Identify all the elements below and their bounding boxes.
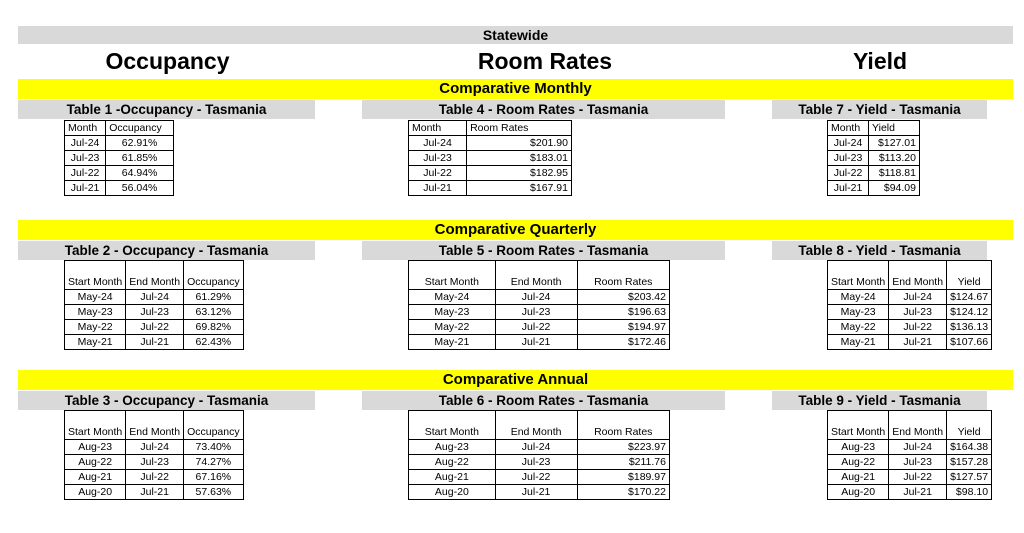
end-month-cell: Jul-23: [889, 455, 947, 470]
start-month-cell: Aug-22: [828, 455, 889, 470]
end-month-cell: Jul-21: [126, 485, 184, 500]
start-month-cell: Aug-22: [65, 455, 126, 470]
table-8-title: Table 8 - Yield - Tasmania: [772, 241, 987, 260]
value-cell: $170.22: [577, 485, 670, 500]
table-row: [409, 151, 572, 166]
table-7-title: Table 7 - Yield - Tasmania: [772, 100, 987, 119]
table-row: [828, 440, 992, 455]
table-row: [65, 440, 244, 455]
value-cell: $124.67: [947, 290, 992, 305]
table-header: Yield: [869, 121, 920, 136]
value-cell: $172.46: [577, 335, 670, 350]
end-month-cell: Jul-23: [126, 455, 184, 470]
value-cell: $201.90: [467, 136, 572, 151]
end-month-cell: Jul-23: [126, 305, 184, 320]
start-month-cell: Aug-20: [828, 485, 889, 500]
start-month-cell: Aug-23: [65, 440, 126, 455]
start-month-cell: May-24: [65, 290, 126, 305]
start-month-cell: May-21: [828, 335, 889, 350]
table-6-title: Table 6 - Room Rates - Tasmania: [362, 391, 725, 410]
table-header: End Month: [889, 411, 947, 440]
end-month-cell: Jul-23: [495, 455, 577, 470]
value-cell: $98.10: [947, 485, 992, 500]
end-month-cell: Jul-21: [126, 335, 184, 350]
end-month-cell: Jul-23: [495, 305, 577, 320]
table-row: [65, 320, 244, 335]
value-cell: $127.57: [947, 470, 992, 485]
end-month-cell: Jul-21: [889, 335, 947, 350]
table-row: [65, 290, 244, 305]
table-header: Start Month: [65, 261, 126, 290]
end-month-cell: Jul-22: [126, 470, 184, 485]
table-4: [408, 120, 572, 196]
end-month-cell: Jul-21: [889, 485, 947, 500]
month-cell: Jul-21: [828, 181, 869, 196]
end-month-cell: Jul-24: [495, 290, 577, 305]
table-header: Month: [828, 121, 869, 136]
end-month-cell: Jul-22: [126, 320, 184, 335]
table-row: [409, 440, 670, 455]
start-month-cell: May-22: [65, 320, 126, 335]
table-row: [409, 335, 670, 350]
value-cell: $107.66: [947, 335, 992, 350]
start-month-cell: May-23: [409, 305, 496, 320]
table-5: [408, 260, 670, 350]
value-cell: $182.95: [467, 166, 572, 181]
table-row: [828, 470, 992, 485]
table-header: Start Month: [828, 411, 889, 440]
table-row: [409, 320, 670, 335]
table-row: [409, 485, 670, 500]
table-row: [828, 290, 992, 305]
value-cell: $124.12: [947, 305, 992, 320]
table-row: [828, 151, 920, 166]
table-header: Occupancy: [184, 261, 244, 290]
table-header: Room Rates: [577, 411, 670, 440]
table-header: End Month: [495, 411, 577, 440]
table-row: [828, 136, 920, 151]
start-month-cell: Aug-20: [65, 485, 126, 500]
start-month-cell: May-22: [828, 320, 889, 335]
table-row: [828, 305, 992, 320]
start-month-cell: May-21: [409, 335, 496, 350]
start-month-cell: Aug-23: [409, 440, 496, 455]
table-header: Month: [409, 121, 467, 136]
value-cell: $189.97: [577, 470, 670, 485]
table-row: [65, 151, 174, 166]
start-month-cell: Aug-21: [65, 470, 126, 485]
table-row: [409, 136, 572, 151]
yield-heading: Yield: [852, 48, 908, 74]
start-month-cell: Aug-22: [409, 455, 496, 470]
end-month-cell: Jul-24: [126, 290, 184, 305]
table-5-title: Table 5 - Room Rates - Tasmania: [362, 241, 725, 260]
value-cell: 69.82%: [184, 320, 244, 335]
value-cell: $194.97: [577, 320, 670, 335]
table-header: End Month: [126, 261, 184, 290]
table-header: Month: [65, 121, 106, 136]
value-cell: 73.40%: [184, 440, 244, 455]
table-row: [409, 181, 572, 196]
table-header: Occupancy: [106, 121, 174, 136]
value-cell: 74.27%: [184, 455, 244, 470]
table-row: [828, 485, 992, 500]
table-6: [408, 410, 670, 500]
table-9: [827, 410, 992, 500]
month-cell: Jul-22: [828, 166, 869, 181]
section-annual: Comparative Annual: [18, 370, 1013, 390]
value-cell: $157.28: [947, 455, 992, 470]
end-month-cell: Jul-23: [889, 305, 947, 320]
table-row: [409, 290, 670, 305]
value-cell: $164.38: [947, 440, 992, 455]
table-3: [64, 410, 244, 500]
month-cell: Jul-23: [409, 151, 467, 166]
table-1-title: Table 1 -Occupancy - Tasmania: [18, 100, 315, 119]
table-header: End Month: [495, 261, 577, 290]
value-cell: 61.29%: [184, 290, 244, 305]
value-cell: $223.97: [577, 440, 670, 455]
month-cell: Jul-22: [65, 166, 106, 181]
table-9-title: Table 9 - Yield - Tasmania: [772, 391, 987, 410]
value-cell: $183.01: [467, 151, 572, 166]
table-row: [409, 455, 670, 470]
value-cell: $127.01: [869, 136, 920, 151]
end-month-cell: Jul-24: [126, 440, 184, 455]
table-header: Start Month: [409, 261, 496, 290]
table-header: Room Rates: [577, 261, 670, 290]
section-monthly: Comparative Monthly: [18, 79, 1013, 99]
table-3-title: Table 3 - Occupancy - Tasmania: [18, 391, 315, 410]
value-cell: 64.94%: [106, 166, 174, 181]
value-cell: 67.16%: [184, 470, 244, 485]
month-cell: Jul-21: [409, 181, 467, 196]
table-row: [409, 166, 572, 181]
table-8: [827, 260, 992, 350]
table-header: Yield: [947, 411, 992, 440]
start-month-cell: Aug-21: [828, 470, 889, 485]
month-cell: Jul-21: [65, 181, 106, 196]
end-month-cell: Jul-24: [889, 290, 947, 305]
table-header: End Month: [889, 261, 947, 290]
value-cell: 62.91%: [106, 136, 174, 151]
table-row: [65, 470, 244, 485]
table-row: [409, 305, 670, 320]
month-cell: Jul-24: [409, 136, 467, 151]
table-header: Yield: [947, 261, 992, 290]
section-quarterly: Comparative Quarterly: [18, 220, 1013, 240]
table-4-title: Table 4 - Room Rates - Tasmania: [362, 100, 725, 119]
table-1: [64, 120, 174, 196]
value-cell: $196.63: [577, 305, 670, 320]
end-month-cell: Jul-22: [495, 320, 577, 335]
value-cell: $203.42: [577, 290, 670, 305]
table-header: Start Month: [828, 261, 889, 290]
table-header: Room Rates: [467, 121, 572, 136]
table-row: [65, 181, 174, 196]
start-month-cell: May-24: [409, 290, 496, 305]
table-7: [827, 120, 920, 196]
end-month-cell: Jul-24: [495, 440, 577, 455]
table-row: [828, 181, 920, 196]
value-cell: 56.04%: [106, 181, 174, 196]
end-month-cell: Jul-24: [889, 440, 947, 455]
month-cell: Jul-24: [828, 136, 869, 151]
start-month-cell: May-24: [828, 290, 889, 305]
month-cell: Jul-22: [409, 166, 467, 181]
table-row: [65, 455, 244, 470]
end-month-cell: Jul-22: [889, 470, 947, 485]
table-row: [65, 136, 174, 151]
table-2: [64, 260, 244, 350]
value-cell: 62.43%: [184, 335, 244, 350]
start-month-cell: May-21: [65, 335, 126, 350]
start-month-cell: Aug-20: [409, 485, 496, 500]
table-row: [409, 470, 670, 485]
occupancy-heading: Occupancy: [105, 48, 230, 74]
table-row: [65, 335, 244, 350]
start-month-cell: May-23: [828, 305, 889, 320]
table-header: Start Month: [409, 411, 496, 440]
table-2-title: Table 2 - Occupancy - Tasmania: [18, 241, 315, 260]
end-month-cell: Jul-22: [495, 470, 577, 485]
table-row: [65, 166, 174, 181]
month-cell: Jul-23: [828, 151, 869, 166]
start-month-cell: Aug-21: [409, 470, 496, 485]
value-cell: 63.12%: [184, 305, 244, 320]
value-cell: 61.85%: [106, 151, 174, 166]
end-month-cell: Jul-21: [495, 485, 577, 500]
end-month-cell: Jul-22: [889, 320, 947, 335]
value-cell: $136.13: [947, 320, 992, 335]
month-cell: Jul-24: [65, 136, 106, 151]
table-row: [65, 485, 244, 500]
table-row: [828, 320, 992, 335]
value-cell: $211.76: [577, 455, 670, 470]
table-header: Occupancy: [184, 411, 244, 440]
end-month-cell: Jul-21: [495, 335, 577, 350]
table-row: [828, 335, 992, 350]
table-header: End Month: [126, 411, 184, 440]
start-month-cell: May-23: [65, 305, 126, 320]
start-month-cell: May-22: [409, 320, 496, 335]
month-cell: Jul-23: [65, 151, 106, 166]
value-cell: $113.20: [869, 151, 920, 166]
value-cell: $118.81: [869, 166, 920, 181]
start-month-cell: Aug-23: [828, 440, 889, 455]
room-rates-heading: Room Rates: [477, 48, 613, 74]
table-row: [828, 166, 920, 181]
value-cell: 57.63%: [184, 485, 244, 500]
statewide-banner: Statewide: [18, 26, 1013, 44]
value-cell: $94.09: [869, 181, 920, 196]
table-row: [65, 305, 244, 320]
table-header: Start Month: [65, 411, 126, 440]
value-cell: $167.91: [467, 181, 572, 196]
table-row: [828, 455, 992, 470]
